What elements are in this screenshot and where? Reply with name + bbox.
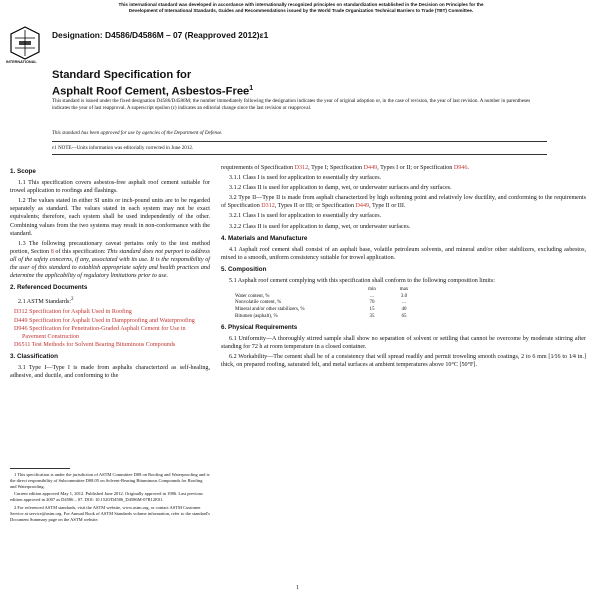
editorial-note: ε1 NOTE—Units information was editorially corrected in June 2012. bbox=[52, 145, 194, 151]
title-line-1: Standard Specification for bbox=[52, 69, 192, 81]
paragraph-1-1: 1.1 This specification covers asbestos-free asphalt roof cement suitable for trowel application to roofings and flashings. bbox=[10, 180, 210, 195]
section-heading-scope: 1. Scope bbox=[10, 168, 36, 175]
paragraph-3-1-1: 3.1.1 Class I is used for application to essentially dry surfaces. bbox=[229, 175, 382, 182]
table-row: Water content, % ... 3.0 bbox=[235, 293, 408, 299]
title-main: Asphalt Roof Cement, Asbestos-Free bbox=[52, 85, 250, 98]
paragraph-3-2-1: 3.2.1 Class I is used for application to essentially dry surfaces. bbox=[229, 213, 382, 220]
paragraph-4-1: 4.1 Asphalt roof cement shall consist of an asphalt base, volatile petroleum solvents, and mineral and/or other stabilizers, excluding asbestos, mixed to a smooth, uniform consistency suitable for trowel application. bbox=[221, 246, 586, 261]
safety-caveat: This standard does not purport to address all of the safety concerns, if any, associated with its use. It is the responsibility of the user of this standard to establish appropriate safety and health practices and determine the applicability of regulatory limitations prior to use. bbox=[10, 248, 211, 280]
footnote-1: 1 This specification is under the jurisdiction of ASTM Committee D08 on Roofing and Waterproofing and is the direct responsibility of Subcommittee D08.05 on Solvent-Bearing Bituminous Compounds for Roofing and Waterproofing. bbox=[10, 472, 210, 489]
ref-title-link[interactable]: Specification for Penetration-Graded Asphalt Cement for Use in Pavement Construction bbox=[22, 325, 186, 340]
ref-title-link[interactable]: Specification for Asphalt Used in Dampproofing and Waterproofing bbox=[29, 317, 195, 324]
paragraph-3-1: 3.1 Type I—Type I is made from asphalts characterized as self-healing, adhesive, and ductile, and conforming to the bbox=[10, 365, 210, 380]
title-footnote-mark: 1 bbox=[249, 85, 254, 92]
ref-code-link[interactable]: D946 bbox=[14, 325, 28, 332]
paragraph-6-1: 6.1 Uniformity—A thoroughly stirred sample shall show no separation of solvent or settling that cannot be overcome by moderate stirring after standing for 72 h at room temperature in a closed container. bbox=[221, 336, 586, 351]
ref-item bbox=[10, 317, 210, 325]
d312-link[interactable]: D312 bbox=[261, 203, 275, 210]
ref-code-link[interactable]: D6511 bbox=[14, 341, 31, 348]
footnotes bbox=[10, 468, 210, 524]
section-heading-classification: 3. Classification bbox=[10, 352, 58, 360]
table-row: Bitumen (asphalt), % 35 65 bbox=[235, 313, 407, 319]
ref-code-link[interactable]: D449 bbox=[14, 317, 28, 324]
ref-item bbox=[10, 341, 210, 349]
paragraph-5-1: 5.1 Asphalt roof cement complying with this specification shall conform to the following composition limits: bbox=[229, 278, 495, 285]
table-row: Nonvolatile content, % 70 ... bbox=[235, 300, 406, 306]
table-row: Mineral and/or other stabilizers, % 15 40 bbox=[235, 306, 407, 312]
paragraph-1-2: 1.2 The values stated in either SI units or inch-pound units are to be regarded separately as standard. The values stated in each system may not be exact equivalents; therefore, each system shall be used independently of the other. Combining values from the two systems may result in non-conformance with the standard. bbox=[10, 198, 210, 237]
section-heading-materials: 4. Materials and Manufacture bbox=[221, 234, 308, 242]
col-min-header: min bbox=[368, 287, 376, 293]
d946-link[interactable]: D946 bbox=[453, 165, 468, 171]
footnote-1b: Current edition approved May 1, 2012. Published June 2012. Originally approved in 1986. Last previous edition approved in 2007 as D4586 – 07. DOI: 10.1520/D4586_D4586M-07R12E01. bbox=[10, 491, 203, 503]
paragraph-3-2: 3.2 Type II—Type II is made from asphalt characterized by high softening point and relatively low ductility, and conforming to the requirements of Specification D312, Types II or III; or Specification D449, Type II or III. bbox=[221, 195, 586, 210]
paragraph-6-2: 6.2 Workability—The cement shall be of a consistency that will spread readily and permit troweling smooth coatings, 2 to 6 mm [1⁄16 to 1⁄4 in.] thick, on prepared roofing, saturated felt, and metal surfaces at ambient temperatures above 10°C [50°F]. bbox=[221, 354, 586, 369]
d449-link[interactable]: D449 bbox=[363, 165, 378, 171]
approval-note: This standard has been approved for use by agencies of the Department of Defense. bbox=[52, 130, 223, 136]
paragraph-3-1-continued: requirements of Specification D312, Type I; Specification D449, Types I or II; or Specification D946. bbox=[221, 165, 469, 171]
section-heading-composition: 5. Composition bbox=[221, 265, 267, 273]
standard-title bbox=[52, 69, 253, 99]
notice-line-1: This international standard was developed in accordance with internationally recognized principles on standardization established in the Decision on Principles for the bbox=[118, 2, 484, 7]
ref-item bbox=[10, 308, 210, 316]
ref-title-link[interactable]: Test Methods for Solvent Bearing Bituminous Compounds bbox=[31, 341, 176, 348]
d449-link[interactable]: D449 bbox=[355, 203, 370, 210]
logo-caption: INTERNATIONAL bbox=[6, 60, 37, 64]
ref-code-link[interactable]: D312 bbox=[14, 309, 28, 316]
composition-table bbox=[235, 287, 420, 320]
section-heading-refs: 2. Referenced Documents bbox=[10, 284, 88, 292]
title-line-2 bbox=[52, 82, 253, 99]
designation: Designation: D4586/D4586M – 07 (Reapproved 2012)ε1 bbox=[52, 30, 269, 40]
astm-standards-label: 2.1 ASTM Standards:$^2$ bbox=[18, 296, 74, 306]
paragraph-3-2-2: 3.2.2 Class II is used for application to damp, wet, or underwater surfaces. bbox=[229, 223, 411, 230]
left-column bbox=[10, 164, 210, 382]
ref-item bbox=[10, 325, 210, 341]
p13-text-a: 1.3 The following precautionary caveat pertains only to the test method portion, Section bbox=[10, 240, 210, 255]
ref-title-link[interactable]: Specification for Asphalt Used in Roofing bbox=[29, 309, 132, 316]
intro-paragraph: This standard is issued under the fixed designation D4586/D4586M; the number immediately following the designation indicates the year of original adoption or, in the case of revision, the year of last revision. A number in parentheses indicates the year of last reapproval. A superscript epsilon (ε) indicates an editorial change since the last revision or reapproval. bbox=[52, 98, 531, 112]
divider bbox=[52, 154, 547, 155]
footnote-2: 2 For referenced ASTM standards, visit the ASTM website, www.astm.org, or contact ASTM Customer Service at service@astm.org. For Annual Book of ASTM Standards volume information, refer to the standard's Document Summary page on the ASTM website. bbox=[10, 504, 210, 522]
d312-link[interactable]: D312 bbox=[294, 165, 309, 171]
table-header-row bbox=[235, 287, 420, 294]
col-max-header: max bbox=[399, 287, 409, 293]
divider bbox=[52, 141, 547, 142]
astm-logo-icon bbox=[10, 26, 40, 60]
section-8-link[interactable]: 8 bbox=[50, 248, 54, 255]
notice-line-2: Development of International Standards, Guides and Recommendations issued by the World Trade Organization Technical Barriers to Trade (TBT) Committee. bbox=[128, 8, 474, 13]
paragraph-3-1-2: 3.1.2 Class II is used for application to damp, wet, or underwater surfaces and dry surfaces. bbox=[229, 185, 452, 192]
p13-text-b: of this specification: bbox=[53, 248, 108, 255]
footnote-rule bbox=[10, 468, 70, 469]
right-column bbox=[221, 164, 586, 372]
section-heading-physical: 6. Physical Requirements bbox=[221, 324, 298, 332]
paragraph-1-3 bbox=[10, 240, 210, 280]
page-number: 1 bbox=[296, 585, 299, 591]
wto-notice bbox=[18, 2, 584, 14]
